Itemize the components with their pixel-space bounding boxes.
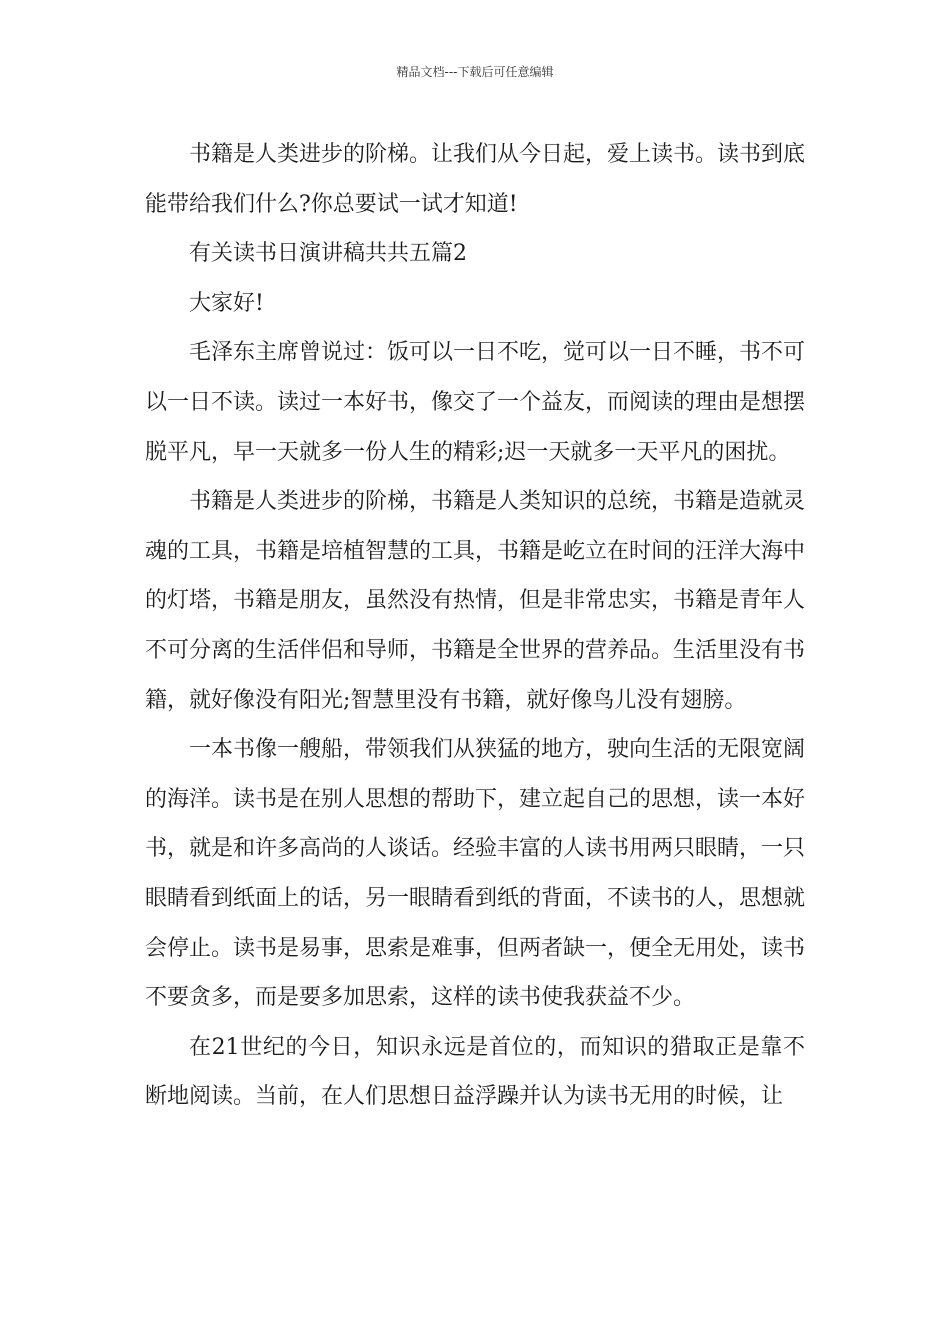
page-header: 精品文档---下载后可任意编辑 [396, 65, 554, 79]
paragraph: 一本书像一艘船，带领我们从狭猛的地方，驶向生活的无限宽阔的海洋。读书是在别人思想的帮助下，建立起自己的思想，读一本好书，就是和许多高尚的人谈话。经验丰富的人读书用两只眼睛，一只眼睛看到纸面上的话，另一眼睛看到纸的背面，不读书的人，思想就会停止。读书是易事，思索是难事，但两者缺一，便全无用处，读书不要贪多，而是要多加思索，这样的读书使我获益不少。 [145, 737, 806, 1011]
greeting: 大家好! [189, 290, 264, 316]
paragraph: 书籍是人类进步的阶梯。让我们从今日起，爱上读书。读书到底能带给我们什么?你总要试一试才知道! [145, 142, 806, 217]
paragraph: 书籍是人类进步的阶梯，书籍是人类知识的总统，书籍是造就灵魂的工具，书籍是培植智慧的工具，书籍是屹立在时间的汪洋大海中的灯塔，书籍是朋友，虽然没有热情，但是非常忠实，书籍是青年人不可分离的生活伴侣和导师，书籍是全世界的营养品。生活里没有书籍，就好像没有阳光;智慧里没有书籍，就好像鸟儿没有翅膀。 [145, 489, 806, 713]
document-body [145, 130, 805, 1122]
paragraph: 在21世纪的今日，知识永远是首位的，而知识的猎取正是靠不断地阅读。当前，在人们思想日益浮躁并认为读书无用的时候，让 [145, 1034, 805, 1110]
section-title: 有关读书日演讲稿共共五篇2 [189, 241, 467, 267]
paragraph: 毛泽东主席曾说过：饭可以一日不吃，觉可以一日不睡，书不可以一日不读。读过一本好书，像交了一个益友，而阅读的理由是想摆脱平凡，早一天就多一份人生的精彩;迟一天就多一天平凡的困扰。 [145, 340, 806, 465]
